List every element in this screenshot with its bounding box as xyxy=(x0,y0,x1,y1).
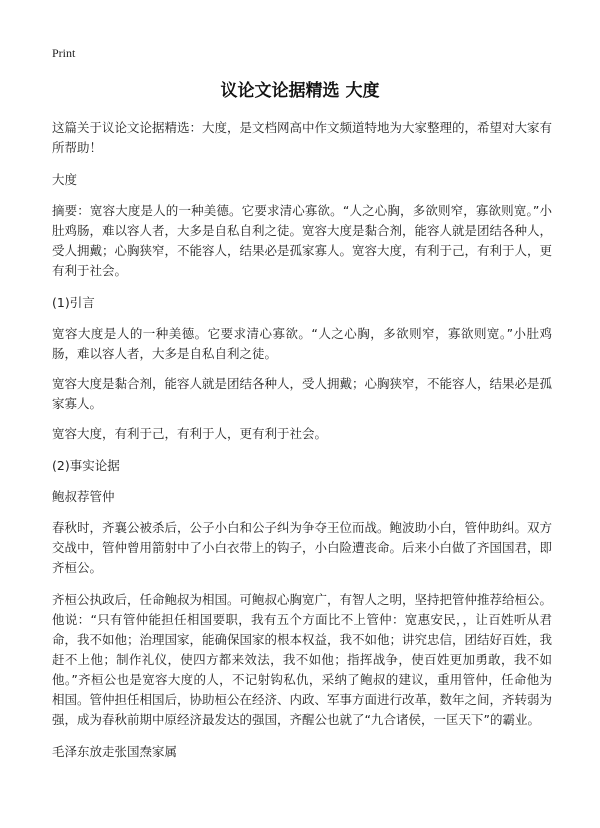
part1-paragraph: 宽容大度是人的一种美德。它要求清心寡欲。“人之心胸，多欲则窄，寡欲则宽。”小肚鸡肠，难以容人者，大多是自私自利之徒。 xyxy=(52,326,552,361)
part2-heading: (2)事实论据 xyxy=(52,458,120,473)
story2-title: 毛泽东放走张国焘家属 xyxy=(52,744,178,759)
abstract-paragraph: 摘要：宽容大度是人的一种美德。它要求清心寡欲。“人之心胸，多欲则窄，寡欲则宽。”小肚鸡肠，难以容人者，大多是自私自利之徒。宽容大度是黏合剂，能容人就是团结各种人，受人拥戴；心胸狭窄，不能容人，结果必是孤家寡人。宽容大度，有利于己，有利于人，更有利于社会。 xyxy=(52,203,553,278)
intro-paragraph: 这篇关于议论文论据精选：大度，是文档网高中作文频道特地为大家整理的，希望对大家有所帮助！ xyxy=(52,120,553,155)
part1-heading: (1)引言 xyxy=(52,295,95,310)
part1-paragraph: 宽容大度，有利于己，有利于人，更有利于社会。 xyxy=(52,426,328,441)
story1-paragraph: 齐桓公执政后，任命鲍叔为相国。可鲍叔心胸宽广，有智人之明，坚持把管仲推荐给桓公。他说：“只有管仲能担任相国要职，我有五个方面比不上管仲：宽惠安民，，让百姓听从君命，我不如他；治理国家，能确保国家的根本权益，我不如他；讲究忠信，团结好百姓，我赶不上他；制作礼仪，使四方都来效法，我不如他；指挥战争，使百姓更加勇敢，我不如他。”齐桓公也是宽容大度的人，不记射钩私仇，采纳了鲍叔的建议，重用管仲，任命他为相国。管仲担任相国后，协助桓公在经济、内政、军事方面进行改革，数年之间，齐转弱为强，成为春秋前期中原经济最发达的强国，齐醒公也就了“九合诸侯，一匡天下”的霸业。 xyxy=(52,592,553,727)
document-body xyxy=(52,118,552,773)
print-link[interactable]: Print xyxy=(52,46,76,60)
section-label: 大度 xyxy=(52,172,78,187)
story1-paragraph: 春秋时，齐襄公被杀后，公子小白和公子纠为争夺王位而战。鲍波助小白，管仲助纠。双方交战中，管仲曾用箭射中了小白衣带上的钩子，小白险遭丧命。后来小白做了齐国国君，即齐桓公。 xyxy=(52,520,553,575)
story1-title: 鲍叔荐管仲 xyxy=(52,489,115,504)
part1-paragraph: 宽容大度是黏合剂，能容人就是团结各种人，受人拥戴；心胸狭窄，不能容人，结果必是孤家寡人。 xyxy=(52,376,553,411)
page-title: 议论文论据精选 大度 xyxy=(220,81,380,101)
